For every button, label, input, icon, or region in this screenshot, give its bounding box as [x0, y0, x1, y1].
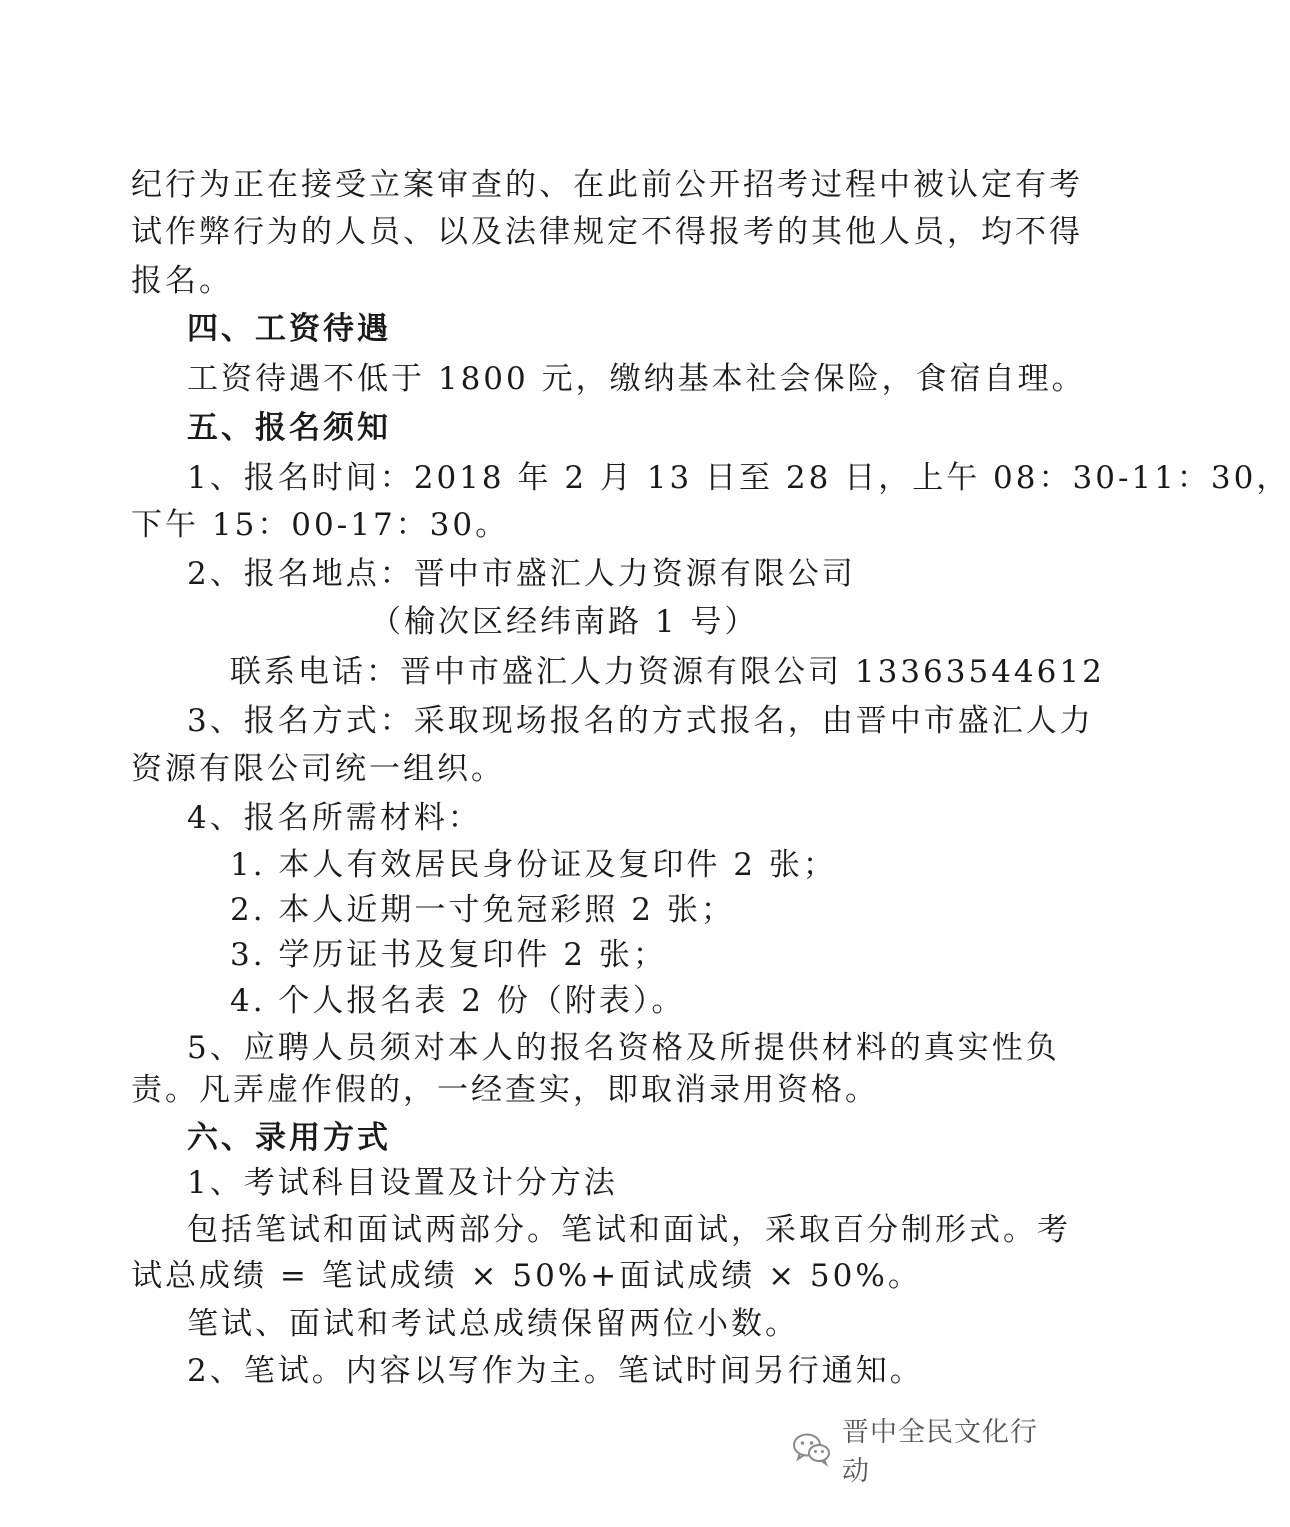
body-text-line: 报名。 [131, 263, 233, 299]
body-text-line: 2、报名地点：晋中市盛汇人力资源有限公司 [187, 556, 856, 592]
body-text-line: 试总成绩 = 笔试成绩 × 50%+面试成绩 × 50%。 [131, 1258, 922, 1294]
body-text-line: 纪行为正在接受立案审查的、在此前公开招考过程中被认定有考 [131, 167, 1083, 203]
section-heading-hiring: 六、录用方式 [187, 1120, 391, 1156]
contact-phone-line: 联系电话：晋中市盛汇人力资源有限公司 13363544612 [230, 654, 1105, 690]
body-text-line: （榆次区经纬南路 1 号） [370, 604, 759, 640]
watermark [792, 1417, 1052, 1487]
body-text-line: 2、笔试。内容以写作为主。笔试时间另行通知。 [187, 1353, 924, 1389]
body-text-line: 包括笔试和面试两部分。笔试和面试，采取百分制形式。考 [187, 1212, 1071, 1248]
body-text-line: 试作弊行为的人员、以及法律规定不得报考的其他人员，均不得 [131, 214, 1083, 250]
list-item: 1. 本人有效居民身份证及复印件 2 张； [230, 847, 837, 883]
body-text-line: 资源有限公司统一组织。 [131, 751, 505, 787]
list-item: 3. 学历证书及复印件 2 张； [230, 937, 667, 973]
watermark-text: 晋中全民文化行动 [842, 1417, 1038, 1487]
body-text-line: 5、应聘人员须对本人的报名资格及所提供材料的真实性负 [187, 1030, 1060, 1066]
section-heading-salary: 四、工资待遇 [187, 311, 391, 347]
body-text-line: 下午 15：00-17：30。 [131, 507, 510, 543]
body-text-line: 3、报名方式：采取现场报名的方式报名，由晋中市盛汇人力 [187, 703, 1094, 739]
body-text-line: 4、报名所需材料： [187, 800, 482, 836]
body-text-line: 1、报名时间：2018 年 2 月 13 日至 28 日，上午 08：30-11：30， [187, 460, 1290, 496]
wechat-icon [792, 1431, 832, 1467]
section-heading-registration: 五、报名须知 [187, 410, 391, 446]
body-text-line: 笔试、面试和考试总成绩保留两位小数。 [187, 1306, 799, 1342]
list-item: 4. 个人报名表 2 份（附表）。 [230, 983, 686, 1019]
list-item: 2. 本人近期一寸免冠彩照 2 张； [230, 892, 735, 928]
body-text-line: 1、考试科目设置及计分方法 [187, 1165, 618, 1201]
body-text-line: 工资待遇不低于 1800 元，缴纳基本社会保险，食宿自理。 [187, 361, 1086, 397]
body-text-line: 责。凡弄虚作假的，一经查实，即取消录用资格。 [131, 1072, 879, 1108]
